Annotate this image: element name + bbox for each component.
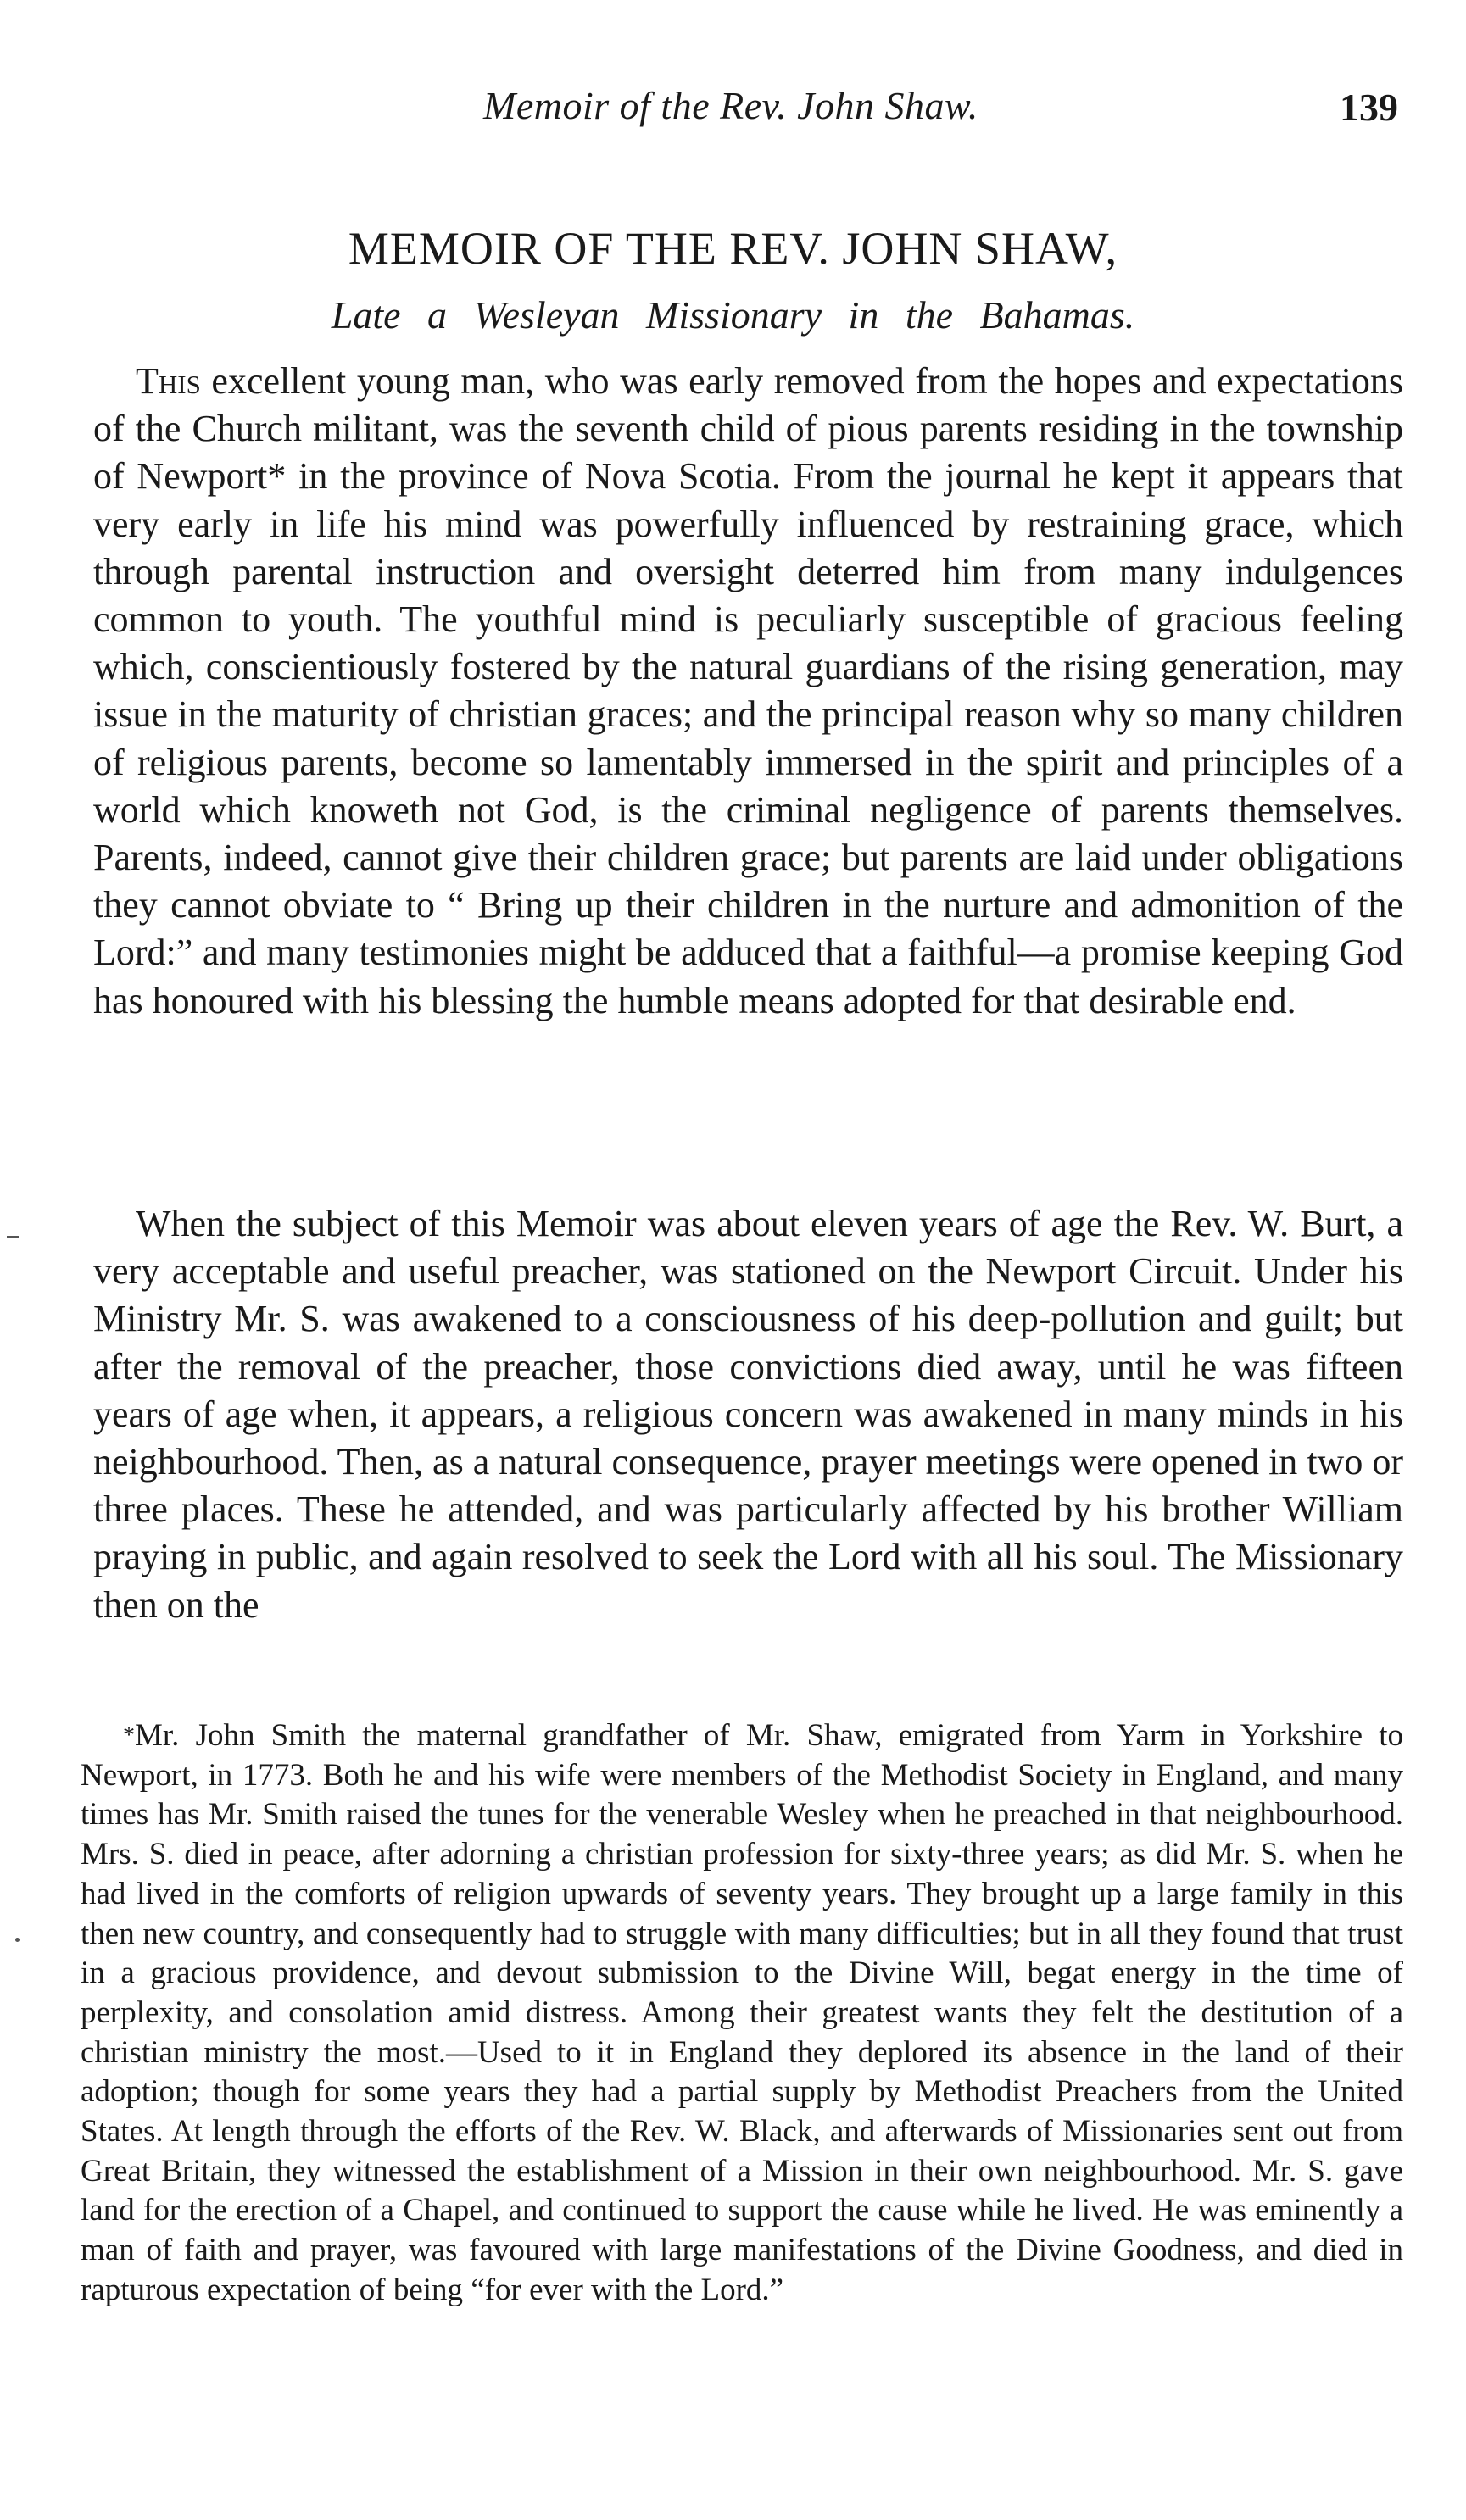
footnote-text: Mr. John Smith the maternal grandfather of Mr. Shaw, emigrated from Yarm in Yorkshire to Newport, in 1773. Both he and his wife were members of the Methodist Society in England, and many times has Mr. Smith raised the tunes for the venerable Wesley when he preached in that neighbourhood. Mrs. S. died in peace, after adorning a christian profession for sixty-three years; as did Mr. S. when he had lived in the comforts of religion upwards of seventy years. They brought up a large family in this then new country, and consequently had to struggle with many difficulties; but in all they found that trust in a gracious providence, and devout submission to the Divine Will, begat energy in the time of perplexity, and consolation amid distress. Among their greatest wants they felt the destitution of a christian ministry the most.—Used to it in England they deplored its absence in the land of their adoption; though for some years they had a partial supply by Methodist Preachers from the United States. At length through the efforts of the Rev. W. Black, and afterwards of Missionaries sent out from Great Britain, they witnessed the establishment of a Mission in their own neighbourhood. Mr. S. gave land for the erection of a Chapel, and continued to support the cause while he lived. He was eminently a man of faith and prayer, was favoured with large manifestations of the Divine Goodness, and died in rapturous expectation of being “for ever with the Lord.”	[81, 1718, 1403, 2307]
paragraph-1-lead: This	[136, 360, 201, 402]
margin-dot	[15, 1938, 20, 1942]
paragraph-2	[93, 1200, 1403, 1629]
paragraph-2-text: When the subject of this Memoir was about eleven years of age the Rev. W. Burt, a very acceptable and useful preacher, was stationed on the Newport Circuit. Under his Ministry Mr. S. was awakened to a consciousness of his deep-pollution and guilt; but after the removal of the preacher, those convictions died away, until he was fifteen years of age when, it appears, a religious concern was awakened in many minds in his neighbourhood. Then, as a natural consequence, prayer meetings were opened in two or three places. These he attended, and was particularly affected by his brother William praying in public, and again resolved to seek the Lord with all his soul. The Missionary then on the	[93, 1203, 1403, 1626]
article-subtitle: Late a Wesleyan Missionary in the Bahamas.	[331, 293, 1135, 337]
paragraph-1	[93, 358, 1403, 1025]
page-number: 139	[1340, 86, 1398, 129]
margin-mark	[7, 1236, 19, 1238]
paragraph-1-text: excellent young man, who was early removed from the hopes and expectations of the Church militant, was the seventh child of pious parents residing in the township of Newport* in the province of Nova Scotia. From the journal he kept it appears that very early in life his mind was powerfully influenced by restraining grace, which through parental instruction and oversight deterred him from many indulgences common to youth. The youthful mind is peculiarly susceptible of gracious feeling which, conscientiously fostered by the natural guardians of the rising generation, may issue in the maturity of christian graces; and the principal reason why so many children of religious parents, become so lamentably immersed in the spirit and principles of a world which knoweth not God, is the criminal negligence of parents themselves. Parents, indeed, cannot give their children grace; but parents are laid under obligations they cannot obviate to “ Bring up their children in the nurture and admonition of the Lord:” and many testimonies might be adduced that a faithful—a promise keeping God has honoured with his blessing the humble means adopted for that desirable end.	[93, 360, 1403, 1021]
running-head	[0, 83, 1466, 134]
footnote	[81, 1716, 1403, 2311]
article-title: MEMOIR OF THE REV. JOHN SHAW,	[348, 223, 1118, 274]
running-title: Memoir of the Rev. John Shaw.	[483, 84, 978, 127]
footnote-mark: *	[123, 1722, 135, 1749]
